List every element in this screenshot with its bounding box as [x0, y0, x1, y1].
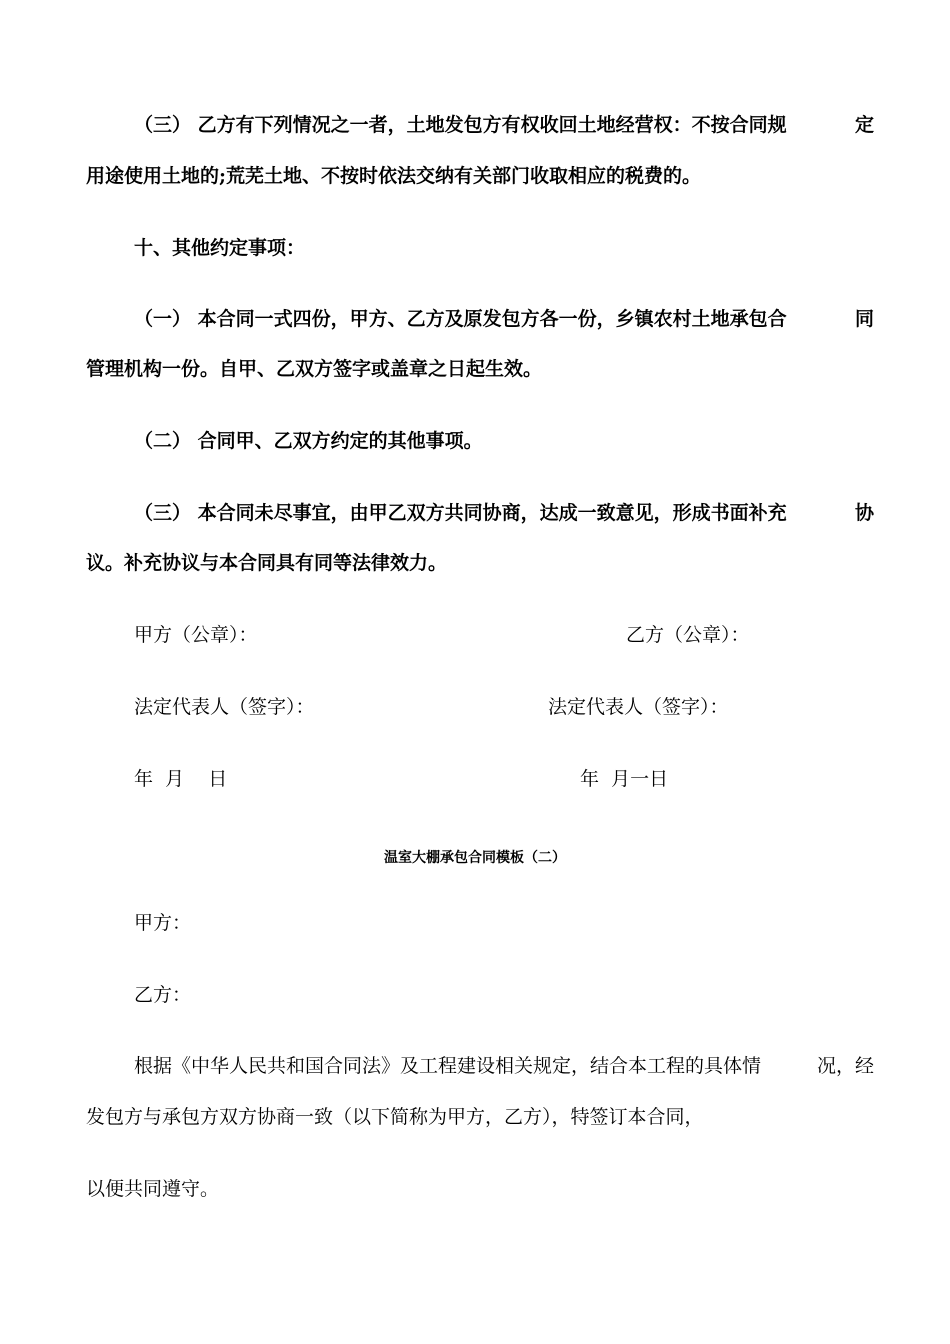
party-b-date: 年 月一日: [580, 768, 669, 790]
party-a-rep-label: 法定代表人（签字）：: [134, 696, 315, 718]
clause9-item3-line1-end: 定: [854, 114, 874, 136]
clause9-item3-line2: 用途使用土地的;荒芜土地、不按时依法交纳有关部门收取相应的税费的。: [86, 165, 702, 187]
clause10-item1-line1: [134, 307, 874, 331]
clause10-item1-line1-text: （一） 本合同一式四份，甲方、乙方及原发包方各一份，乡镇农村土地承包合: [134, 308, 787, 330]
clause10-item1-line1-end: 同: [854, 308, 874, 330]
template2-title: 温室大棚承包合同模板（二）: [384, 850, 566, 866]
party-b-rep-label: 法定代表人（签字）：: [548, 696, 729, 718]
template2-intro-line1-end: 况，经: [816, 1055, 874, 1077]
clause10-item3-line1-text: （三） 本合同未尽事宜，由甲乙双方共同协商，达成一致意见，形成书面补充: [134, 502, 787, 524]
clause9-item3-line1: [134, 113, 874, 137]
clause10-item3-line1: [134, 501, 874, 525]
party-b-seal-label: 乙方（公章）：: [626, 624, 750, 646]
clause9-item3-line1-text: （三） 乙方有下列情况之一者，土地发包方有权收回土地经营权：不按合同规: [134, 114, 787, 136]
template2-party-a: 甲方：: [134, 912, 192, 934]
party-a-date: 年 月 日: [134, 768, 228, 790]
clause10-heading: 十、其他约定事项：: [134, 237, 306, 259]
template2-party-b: 乙方：: [134, 984, 192, 1006]
template2-intro-line3: 以便共同遵守。: [86, 1178, 220, 1200]
clause10-item2-line1: （二） 合同甲、乙双方约定的其他事项。: [134, 430, 483, 452]
clause10-item1-line2: 管理机构一份。自甲、乙双方签字或盖章之日起生效。: [86, 358, 543, 380]
clause10-item3-line2: 议。补充协议与本合同具有同等法律效力。: [86, 552, 448, 574]
template2-intro-line1-text: 根据《中华人民共和国合同法》及工程建设相关规定，结合本工程的具体情: [134, 1055, 762, 1077]
template2-intro-line2: 发包方与承包方双方协商一致（以下简称为甲方，乙方），特签订本合同，: [86, 1106, 704, 1128]
party-a-seal-label: 甲方（公章）：: [134, 624, 258, 646]
clause10-item3-line1-end: 协: [854, 502, 874, 524]
template2-intro-line1: [134, 1054, 874, 1078]
